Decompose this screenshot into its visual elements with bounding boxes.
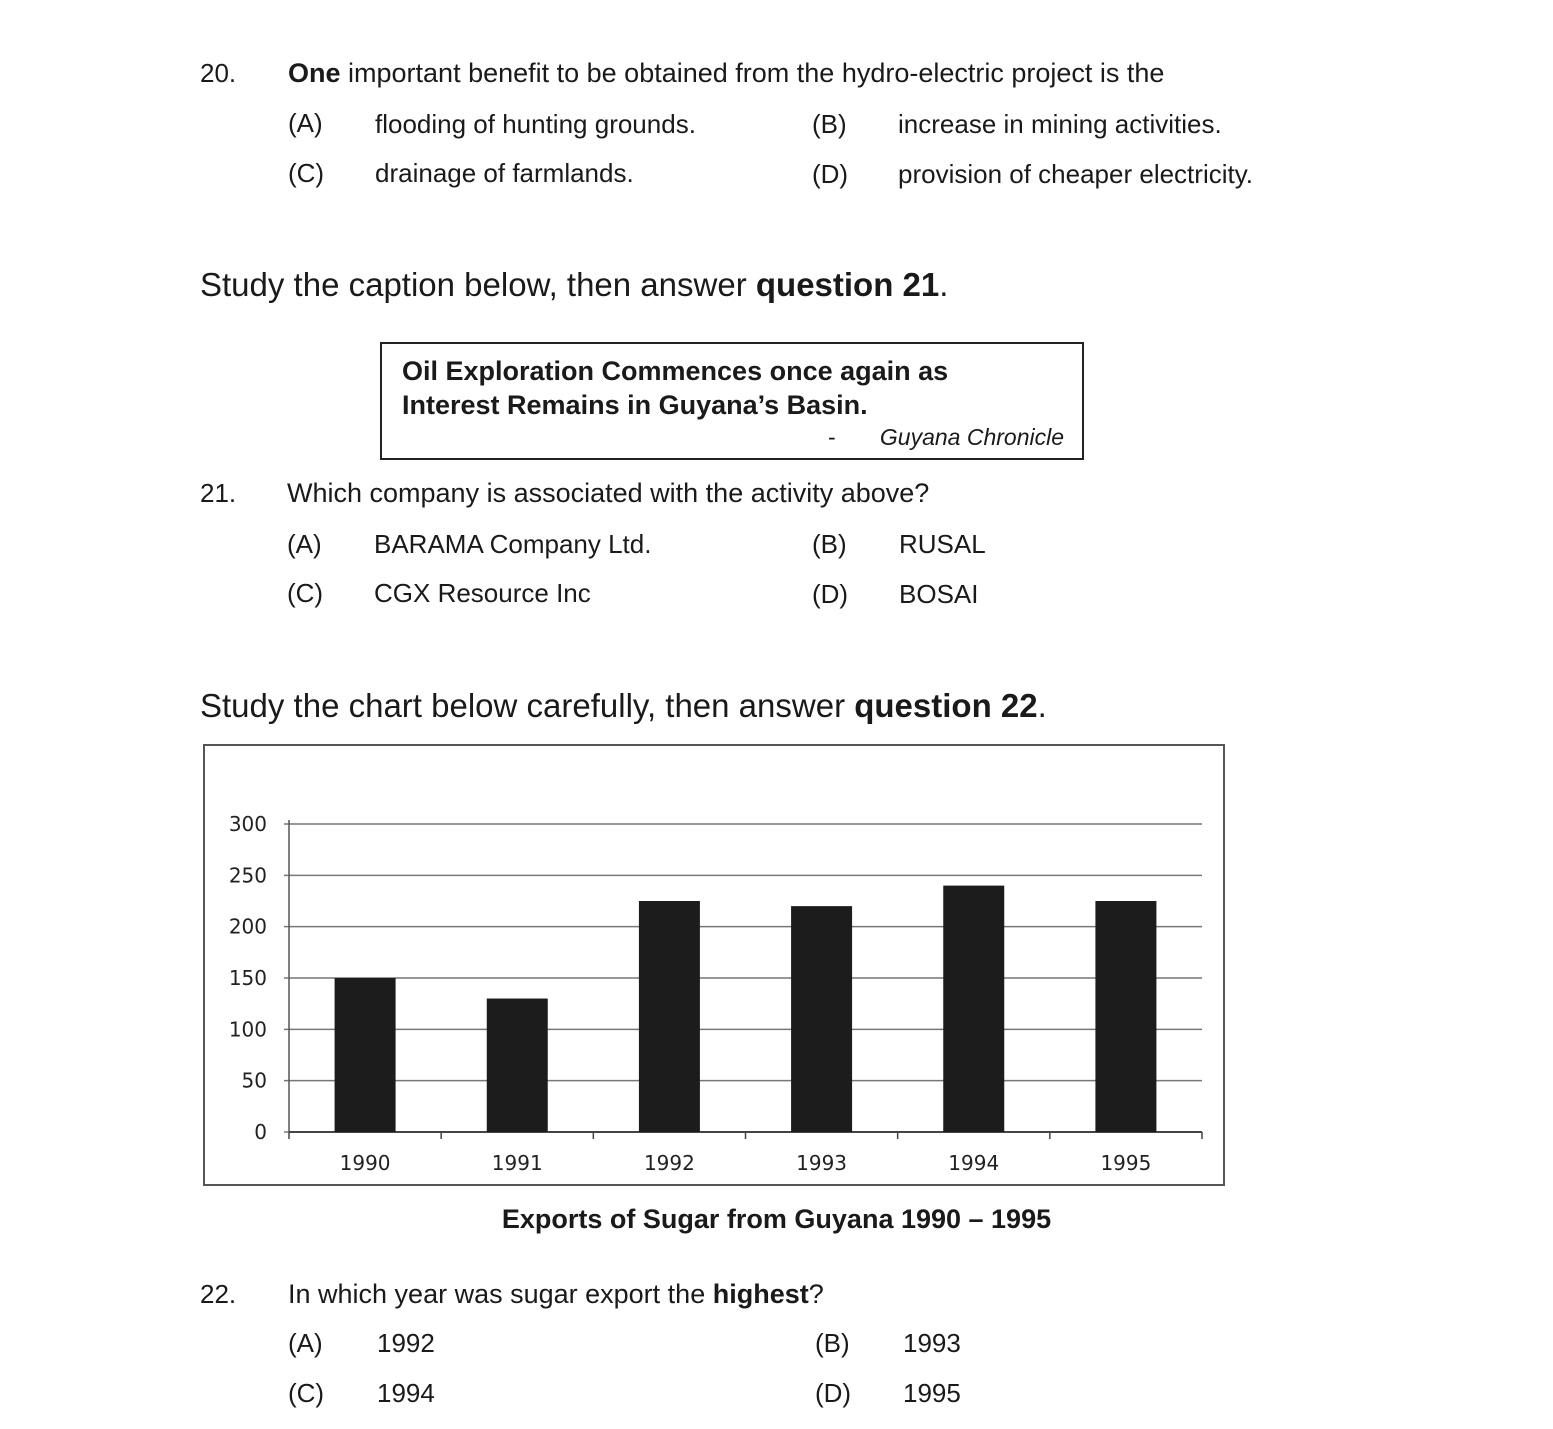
bar-1995 — [1095, 901, 1156, 1132]
y-tick-label-0: 0 — [254, 1120, 267, 1144]
q20-option-d-letter: (D) — [812, 159, 849, 189]
question-20-stem: important benefit to be obtained from the hydro-electric project is the — [340, 58, 1165, 88]
y-tick-label-300: 300 — [228, 812, 267, 836]
bar-1993 — [791, 906, 852, 1132]
q21-option-d-letter: (D) — [812, 579, 849, 609]
q20-option-c-letter: (C) — [288, 158, 325, 188]
q21-option-d-text: BOSAI — [899, 579, 979, 609]
q20-option-d-text: provision of cheaper electricity. — [898, 159, 1254, 189]
q21-option-a-letter: (A) — [287, 529, 322, 559]
bar-1990 — [335, 978, 396, 1132]
q20-option-b-letter: (B) — [812, 109, 847, 139]
x-tick-label-1991: 1991 — [491, 1151, 543, 1175]
question-22-instruction — [200, 687, 1047, 725]
bar-chart-svg — [205, 746, 1227, 1188]
question-22-text — [288, 1279, 824, 1310]
q22-option-c-letter: (C) — [288, 1378, 325, 1408]
y-tick-label-150: 150 — [228, 966, 267, 990]
question-22-end: ? — [808, 1279, 824, 1309]
q22-option-d-text: 1995 — [903, 1378, 961, 1408]
instruction-22-end: . — [1037, 687, 1047, 724]
caption-source: Guyana Chronicle — [879, 424, 1064, 450]
q20-option-a-text: flooding of hunting grounds. — [375, 109, 696, 139]
question-21-instruction — [200, 266, 948, 304]
q22-option-b-text: 1993 — [903, 1328, 961, 1358]
question-20-text — [288, 58, 1164, 89]
instruction-22-bold: question 22 — [854, 687, 1038, 724]
y-tick-label-200: 200 — [228, 914, 267, 939]
question-22-emphasis: highest — [712, 1279, 809, 1309]
x-tick-label-1995: 1995 — [1100, 1151, 1152, 1175]
q20-option-b-text: increase in mining activities. — [898, 109, 1222, 139]
question-21-number: 21. — [200, 478, 237, 508]
bar-1991 — [487, 999, 548, 1132]
instruction-21-end: . — [939, 266, 949, 303]
question-20-number: 20. — [200, 58, 237, 88]
question-21-text: Which company is associated with the activity above? — [287, 478, 930, 508]
question-20-emphasis: One — [288, 58, 341, 88]
news-caption-box — [380, 342, 1084, 460]
instruction-22-text: Study the chart below carefully, then answer — [200, 687, 855, 724]
caption-headline-line-1: Oil Exploration Commences once again as — [402, 356, 949, 386]
q21-option-a-text: BARAMA Company Ltd. — [374, 529, 652, 559]
q21-option-b-letter: (B) — [812, 529, 847, 559]
q22-option-a-letter: (A) — [288, 1328, 323, 1358]
q21-option-b-text: RUSAL — [899, 529, 986, 559]
question-22-stem: In which year was sugar export the — [288, 1279, 713, 1309]
question-22-number: 22. — [200, 1279, 237, 1309]
q21-option-c-letter: (C) — [287, 578, 324, 608]
x-tick-label-1993: 1993 — [796, 1151, 848, 1175]
caption-source-dash: - — [828, 424, 836, 450]
q20-option-a-letter: (A) — [288, 108, 323, 138]
q21-option-c-text: CGX Resource Inc — [374, 578, 591, 608]
caption-headline-line-2: Interest Remains in Guyana’s Basin. — [402, 390, 868, 420]
instruction-21-text: Study the caption below, then answer — [200, 266, 756, 303]
x-tick-label-1994: 1994 — [948, 1151, 1000, 1175]
q22-option-d-letter: (D) — [815, 1378, 852, 1408]
sugar-exports-chart — [203, 744, 1225, 1186]
x-tick-label-1990: 1990 — [339, 1151, 391, 1175]
y-tick-label-250: 250 — [228, 863, 267, 888]
y-tick-label-100: 100 — [228, 1017, 267, 1042]
q22-option-a-text: 1992 — [377, 1328, 435, 1358]
q22-option-b-letter: (B) — [815, 1328, 850, 1358]
q22-option-c-text: 1994 — [377, 1378, 435, 1408]
bar-1994 — [943, 886, 1004, 1132]
y-tick-label-50: 50 — [241, 1068, 267, 1093]
x-tick-label-1992: 1992 — [643, 1151, 695, 1175]
chart-title: Exports of Sugar from Guyana 1990 – 1995 — [501, 1204, 1052, 1234]
q20-option-c-text: drainage of farmlands. — [375, 158, 634, 188]
bar-1992 — [639, 901, 700, 1132]
instruction-21-bold: question 21 — [755, 266, 940, 303]
